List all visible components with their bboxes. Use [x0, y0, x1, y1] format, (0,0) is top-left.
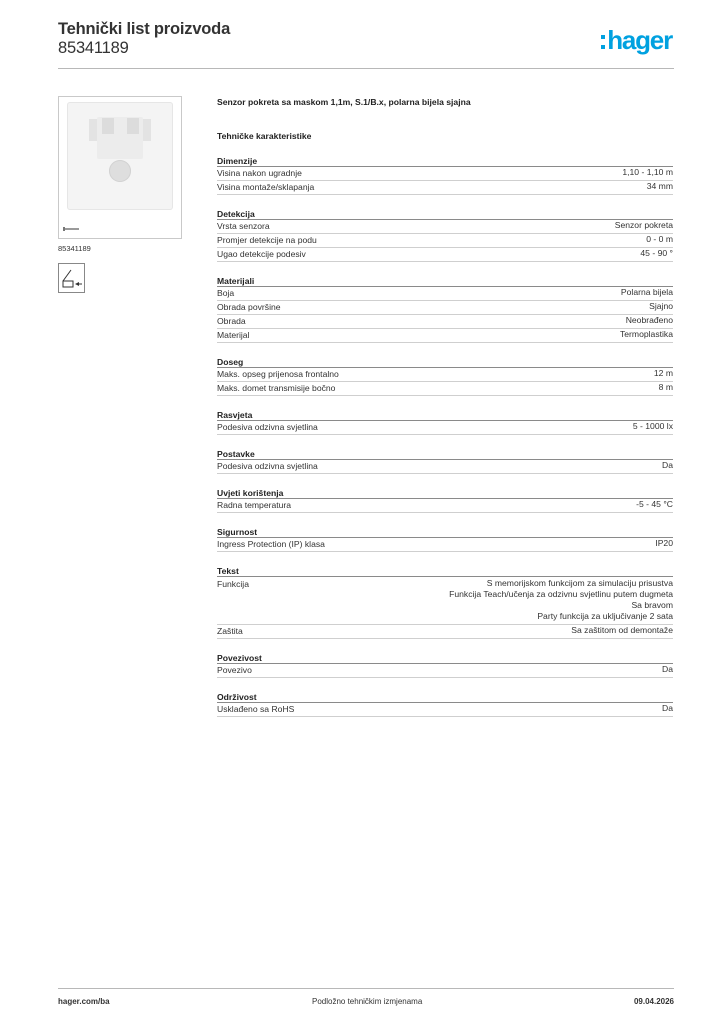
spec-row: [217, 499, 673, 513]
spec-section: [217, 409, 673, 435]
spec-row: [217, 421, 673, 435]
spec-value: [622, 167, 673, 180]
spec-label: Obrada: [217, 316, 246, 326]
spec-value-line: Neobrađeno: [625, 315, 673, 325]
spec-label: Povezivo: [217, 665, 252, 675]
spec-label: Vrsta senzora: [217, 221, 270, 231]
spec-value: [662, 664, 673, 677]
spec-value-line: Termoplastika: [619, 329, 673, 339]
section-title: Detekcija: [217, 208, 673, 220]
hager-logo: [601, 26, 672, 54]
spec-label: Obrada površine: [217, 302, 281, 312]
spec-value: [615, 220, 673, 233]
page-header: [58, 20, 674, 66]
spec-row: [217, 382, 673, 396]
spec-section: [217, 526, 673, 552]
spec-row: [217, 703, 673, 717]
spec-value-line: Da: [662, 664, 673, 674]
spec-value-line: 12 m: [653, 368, 673, 378]
document-number: 85341189: [58, 39, 129, 57]
spec-label: Usklađeno sa RoHS: [217, 704, 295, 714]
spec-row: [217, 301, 673, 315]
section-title: Rasvjeta: [217, 409, 673, 421]
product-image: [58, 96, 182, 239]
spec-label: Podesiva odzivna svjetlina: [217, 422, 318, 432]
spec-value-line: 8 m: [658, 382, 673, 392]
footer-date: 09.04.2026: [633, 997, 674, 1006]
spec-label: Visina nakon ugradnje: [217, 168, 302, 178]
product-description: Senzor pokreta sa maskom 1,1m, S.1/B.x, polarna bijela sjajna: [217, 97, 471, 107]
footer-website: hager.com/ba: [58, 997, 110, 1006]
spec-value: [571, 625, 673, 638]
spec-value-line: Funkcija Teach/učenja za odzivnu svjetlinu putem dugmeta: [449, 589, 673, 599]
spec-section: [217, 448, 673, 474]
footer-divider: [58, 988, 674, 989]
spec-value: [659, 382, 673, 395]
logo-text: hager: [607, 25, 672, 55]
spec-row: [217, 234, 673, 248]
spec-label: Visina montaže/sklapanja: [217, 182, 315, 192]
spec-value-line: 45 - 90 °: [640, 248, 673, 258]
spec-section: [217, 356, 673, 396]
spec-value-line: Polarna bijela: [620, 287, 673, 297]
spec-row: [217, 368, 673, 382]
product-reference: 85341189: [58, 244, 91, 253]
section-title: Materijali: [217, 275, 673, 287]
spec-value-line: Sa zaštitom od demontaže: [571, 625, 673, 635]
spec-label: Ingress Protection (IP) klasa: [217, 539, 325, 549]
spec-value-line: 5 - 1000 lx: [632, 421, 673, 431]
spec-value-line: Da: [662, 460, 673, 470]
section-title: Sigurnost: [217, 526, 673, 538]
header-divider: [58, 68, 674, 69]
spec-row: [217, 315, 673, 329]
spec-value-line: S memorijskom funkcijom za simulaciju prisustva: [486, 578, 673, 588]
spec-value: [626, 315, 673, 328]
spec-row: [217, 220, 673, 234]
spec-row: [217, 181, 673, 195]
spec-label: Maks. opseg prijenosa frontalno: [217, 369, 339, 379]
section-title: Tekst: [217, 565, 673, 577]
spec-value-line: Party funkcija za uključivanje 2 sata: [537, 611, 673, 621]
spec-value: [649, 301, 673, 314]
sensor-plate-icon: [67, 102, 173, 210]
motion-detector-symbol-icon: [58, 263, 85, 293]
spec-label: Promjer detekcije na podu: [217, 235, 317, 245]
spec-section: [217, 565, 673, 639]
spec-row: [217, 577, 673, 625]
spec-label: Radna temperatura: [217, 500, 292, 510]
spec-content: [217, 96, 673, 730]
spec-row: [217, 287, 673, 301]
spec-row: [217, 538, 673, 552]
sensor-lens-icon: [109, 160, 131, 182]
spec-label: Boja: [217, 288, 235, 298]
spec-value-line: 1,10 - 1,10 m: [622, 167, 673, 177]
section-title: Održivost: [217, 691, 673, 703]
spec-value: [633, 421, 673, 434]
spec-value-line: Sjajno: [649, 301, 673, 311]
spec-value-line: Senzor pokreta: [614, 220, 673, 230]
spec-section: [217, 275, 673, 343]
spec-section: [217, 155, 673, 195]
spec-label: Podesiva odzivna svjetlina: [217, 461, 318, 471]
spec-value: [636, 499, 673, 512]
spec-label: Materijal: [217, 330, 250, 340]
spec-value: [620, 329, 673, 342]
spec-sections: [217, 155, 673, 717]
spec-value: [654, 368, 673, 381]
section-title: Dimenzije: [217, 155, 673, 167]
spec-value: [655, 538, 673, 551]
document-title: Tehnički list proizvoda: [58, 20, 231, 38]
section-title: Postavke: [217, 448, 673, 460]
scale-bar-icon: [63, 227, 79, 231]
spec-value-line: IP20: [655, 538, 673, 548]
spec-value-line: Da: [662, 703, 673, 713]
technical-characteristics-heading: Tehničke karakteristike: [217, 131, 312, 141]
spec-label: Funkcija: [217, 579, 249, 589]
spec-label: Zaštita: [217, 626, 243, 636]
spec-section: [217, 652, 673, 678]
spec-row: [217, 625, 673, 639]
logo-dots-icon: [601, 35, 605, 49]
spec-section: [217, 208, 673, 262]
spec-row: [217, 460, 673, 474]
spec-value: [646, 234, 673, 247]
spec-value-line: 34 mm: [646, 181, 673, 191]
spec-value: [640, 248, 673, 261]
footer-note: Podložno tehničkim izmjenama: [312, 997, 423, 1006]
section-title: Uvjeti korištenja: [217, 487, 673, 499]
spec-value-line: -5 - 45 °C: [636, 499, 673, 509]
spec-section: [217, 691, 673, 717]
spec-row: [217, 167, 673, 181]
section-title: Povezivost: [217, 652, 673, 664]
spec-row: [217, 248, 673, 262]
spec-label: Maks. domet transmisije bočno: [217, 383, 336, 393]
spec-value: [662, 703, 673, 716]
spec-section: [217, 487, 673, 513]
spec-value-line: Sa bravom: [631, 600, 673, 610]
spec-value: [662, 460, 673, 473]
spec-value: [449, 578, 673, 622]
spec-row: [217, 329, 673, 343]
spec-value-line: 0 - 0 m: [646, 234, 673, 244]
spec-value: [647, 181, 673, 194]
spec-label: Ugao detekcije podesiv: [217, 249, 306, 259]
spec-value: [621, 287, 673, 300]
section-title: Doseg: [217, 356, 673, 368]
spec-row: [217, 664, 673, 678]
